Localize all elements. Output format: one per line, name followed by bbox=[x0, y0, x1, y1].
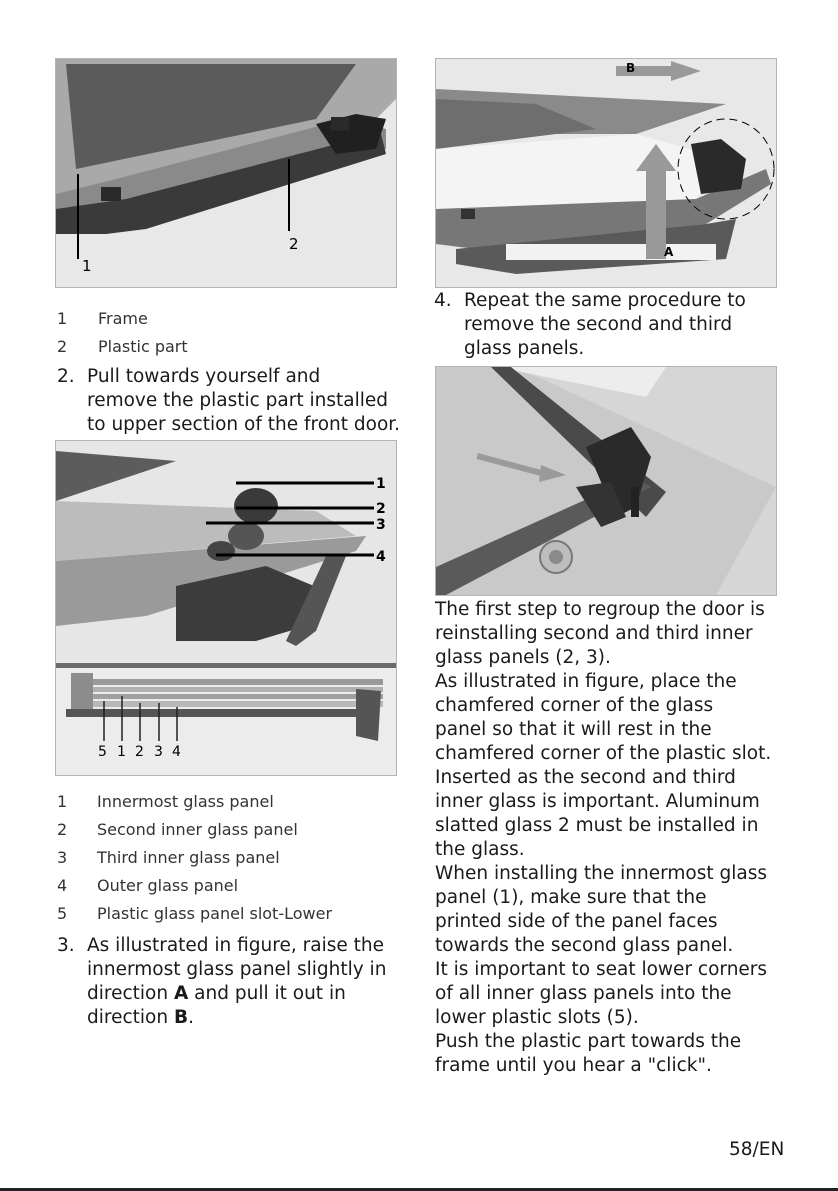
figure2-bottom-callout-5: 5 bbox=[98, 744, 107, 760]
paragraph-line: inner glass is important. Aluminum bbox=[435, 791, 760, 812]
reassembly-instructions bbox=[435, 598, 830, 1078]
step-text-run: . bbox=[188, 1007, 194, 1028]
legend-item bbox=[57, 333, 188, 361]
step-line: to upper section of the front door. bbox=[87, 414, 401, 435]
legend-label: Plastic glass panel slot-Lower bbox=[97, 904, 333, 923]
legend-num: 5 bbox=[57, 904, 68, 923]
paragraph-line: printed side of the panel faces bbox=[435, 911, 718, 932]
step-line bbox=[87, 982, 386, 1006]
step-line: As illustrated in figure, raise the bbox=[87, 935, 384, 956]
figure2-callout-4: 4 bbox=[376, 549, 386, 565]
paragraph-line: lower plastic slots (5). bbox=[435, 1007, 639, 1028]
legend-item bbox=[57, 844, 332, 872]
paragraph-line: chamfered corner of the glass bbox=[435, 695, 714, 716]
step-line bbox=[87, 1006, 386, 1030]
step-text bbox=[464, 289, 746, 361]
step-text-run: direction bbox=[87, 983, 174, 1004]
step-text bbox=[87, 365, 400, 437]
glass-layers-illustration bbox=[56, 441, 396, 775]
legend-num: 2 bbox=[57, 820, 68, 839]
figure-glass-layers bbox=[55, 440, 397, 776]
step-line: glass panels. bbox=[464, 338, 585, 359]
figure2-bottom-callout-3: 3 bbox=[154, 744, 163, 760]
figure-chamfered-corner bbox=[435, 366, 777, 596]
paragraph-line: As illustrated in figure, place the bbox=[435, 671, 737, 692]
legend-num: 2 bbox=[57, 337, 68, 356]
legend-item bbox=[57, 816, 332, 844]
figure3-callout-b: B bbox=[626, 61, 636, 75]
legend-figure2 bbox=[57, 788, 332, 928]
paragraph-line: glass panels (2, 3). bbox=[435, 647, 611, 668]
legend-label: Frame bbox=[98, 309, 148, 328]
legend-item bbox=[57, 872, 332, 900]
paragraph-line: panel so that it will rest in the bbox=[435, 719, 712, 740]
figure2-bottom-callout-1: 1 bbox=[117, 744, 126, 760]
direction-a-label: A bbox=[173, 983, 189, 1004]
paragraph-line: of all inner glass panels into the bbox=[435, 983, 732, 1004]
figure1-callout-1: 1 bbox=[82, 257, 92, 275]
step-number: 2. bbox=[57, 366, 75, 387]
paragraph-line: The first step to regroup the door is bbox=[435, 599, 765, 620]
figure1-callout-2: 2 bbox=[289, 235, 299, 253]
legend-item bbox=[57, 788, 332, 816]
legend-item bbox=[57, 305, 188, 333]
paragraph-line: chamfered corner of the plastic slot. bbox=[435, 743, 772, 764]
legend-num: 3 bbox=[57, 848, 68, 867]
legend-figure1 bbox=[57, 305, 188, 361]
legend-label: Innermost glass panel bbox=[97, 792, 274, 811]
step-line: Repeat the same procedure to bbox=[464, 290, 746, 311]
legend-label: Outer glass panel bbox=[97, 876, 239, 895]
paragraph-line: the glass. bbox=[435, 839, 525, 860]
step-text bbox=[87, 934, 386, 1030]
figure-raise-glass bbox=[435, 58, 777, 288]
legend-num: 4 bbox=[57, 876, 68, 895]
figure2-bottom-callout-4: 4 bbox=[172, 744, 181, 760]
figure2-callout-1: 1 bbox=[376, 476, 386, 492]
step-line: innermost glass panel slightly in bbox=[87, 959, 387, 980]
paragraph-line: It is important to seat lower corners bbox=[435, 959, 768, 980]
legend-label: Third inner glass panel bbox=[97, 848, 280, 867]
step-text-run: direction bbox=[87, 1007, 174, 1028]
step-line: remove the plastic part installed bbox=[87, 390, 388, 411]
step-text-run: and pull it out in bbox=[188, 983, 346, 1004]
figure2-bottom-callout-2: 2 bbox=[135, 744, 144, 760]
legend-item bbox=[57, 900, 332, 928]
step-number: 4. bbox=[434, 290, 452, 311]
raise-glass-illustration bbox=[436, 59, 776, 287]
paragraph-line: reinstalling second and third inner bbox=[435, 623, 753, 644]
figure3-callout-a: A bbox=[664, 245, 674, 259]
figure2-callout-2: 2 bbox=[376, 501, 386, 517]
direction-b-label: B bbox=[173, 1007, 189, 1028]
figure-door-frame bbox=[55, 58, 397, 288]
paragraph-line: frame until you hear a "click". bbox=[435, 1055, 712, 1076]
paragraph-line: panel (1), make sure that the bbox=[435, 887, 707, 908]
step-number: 3. bbox=[57, 935, 75, 956]
legend-num: 1 bbox=[57, 792, 68, 811]
step-line: Pull towards yourself and bbox=[87, 366, 321, 387]
figure2-callout-3: 3 bbox=[376, 517, 386, 533]
paragraph-line: When installing the innermost glass bbox=[435, 863, 767, 884]
legend-label: Second inner glass panel bbox=[97, 820, 298, 839]
paragraph-line: slatted glass 2 must be installed in bbox=[435, 815, 759, 836]
paragraph-line: Inserted as the second and third bbox=[435, 767, 736, 788]
chamfered-corner-illustration bbox=[436, 367, 776, 595]
legend-label: Plastic part bbox=[98, 337, 188, 356]
door-frame-illustration bbox=[56, 59, 396, 287]
legend-num: 1 bbox=[57, 309, 68, 328]
step-line: remove the second and third bbox=[464, 314, 733, 335]
paragraph-line: Push the plastic part towards the bbox=[435, 1031, 742, 1052]
page-number: 58/EN bbox=[729, 1139, 785, 1160]
paragraph-line: towards the second glass panel. bbox=[435, 935, 734, 956]
